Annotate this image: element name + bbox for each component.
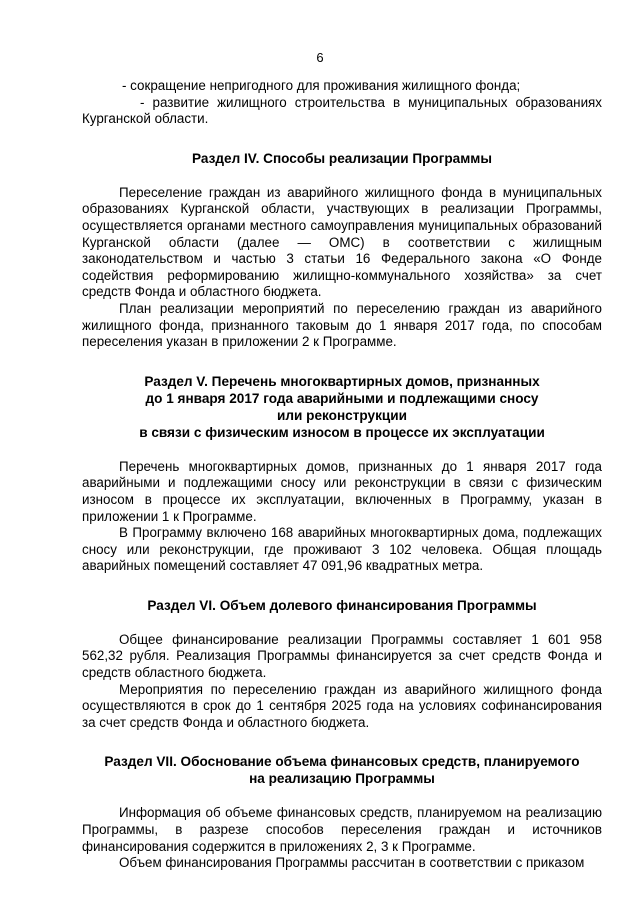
section-4-paragraph: План реализации мероприятий по переселению граждан из аварийного жилищного фонда, признанного таковым до 1 января 2017 года, по способам переселения указан в приложении 2 к Программе. (82, 300, 602, 350)
section-6-title: Раздел VI. Объем долевого финансирования Программы (147, 597, 537, 613)
section-5-paragraph: Перечень многоквартирных домов, признанных до 1 января 2017 года аварийными и подлежащими сносу или реконструкции в связи с физическим износом в процессе их эксплуатации, включенных в Программу, указан в приложении 1 к Программе. (82, 458, 602, 524)
section-7-title-line: на реализацию Программы (249, 771, 435, 787)
section-5-title-line: до 1 января 2017 года аварийными и подлежащими сносу (145, 390, 539, 406)
section-5-paragraph: В Программу включено 168 аварийных многоквартирных дома, подлежащих сносу или реконструкции, где проживают 3 102 человека. Общая площадь аварийных помещений составляет 47 091,96 квадратных метра. (82, 525, 602, 574)
section-6-paragraph: Общее финансирование реализации Программы составляет 1 601 958 562,32 рубля. Реализация Программы финансируется за счет средств Фонда и средств областного бюджета. (82, 631, 602, 681)
section-7-title (82, 753, 602, 787)
section-5-title-line: в связи с физическим износом в процессе их эксплуатации (139, 424, 545, 440)
section-6-paragraph: Мероприятия по переселению граждан из аварийного жилищного фонда осуществляются в срок до 1 сентября 2025 года на условиях софинансирования за счет средств Фонда и областного бюджета. (82, 681, 602, 730)
intro-item: - развитие жилищного строительства в муниципальных образованиях Курганской области. (82, 94, 602, 127)
section-7-paragraph: Объем финансирования Программы рассчитан в соответствии с приказом (119, 855, 585, 871)
section-4-title: Раздел IV. Способы реализации Программы (192, 150, 492, 166)
document-body (82, 78, 602, 872)
section-5-title (82, 373, 602, 441)
intro-item: - сокращение непригодного для проживания жилищного фонда; (122, 78, 521, 93)
section-7-title-line: Раздел VII. Обоснование объема финансовых средств, планируемого (104, 754, 580, 770)
page-number: 6 (316, 50, 324, 65)
section-5-title-line: или реконструкции (277, 407, 407, 423)
section-5-title-line: Раздел V. Перечень многоквартирных домов, признанных (144, 373, 540, 389)
section-7-paragraph: Информация об объеме финансовых средств, планируемом на реализацию Программы, в разрезе способов переселения граждан и источников финансирования содержится в приложениях 2, 3 к Программе. (82, 805, 602, 854)
section-4-paragraph: Переселение граждан из аварийного жилищного фонда в муниципальных образованиях Курганской области, участвующих в реализации Программы, осуществляется органами местного самоуправления муниципальных образований Курганской области (далее — ОМС) в соответствии с жилищным законодательством и частью 3 статьи 16 Федерального закона «О Фонде содействия реформированию жилищно-коммунального хозяйства» за счет средств Фонда и областного бюджета. (82, 184, 602, 300)
